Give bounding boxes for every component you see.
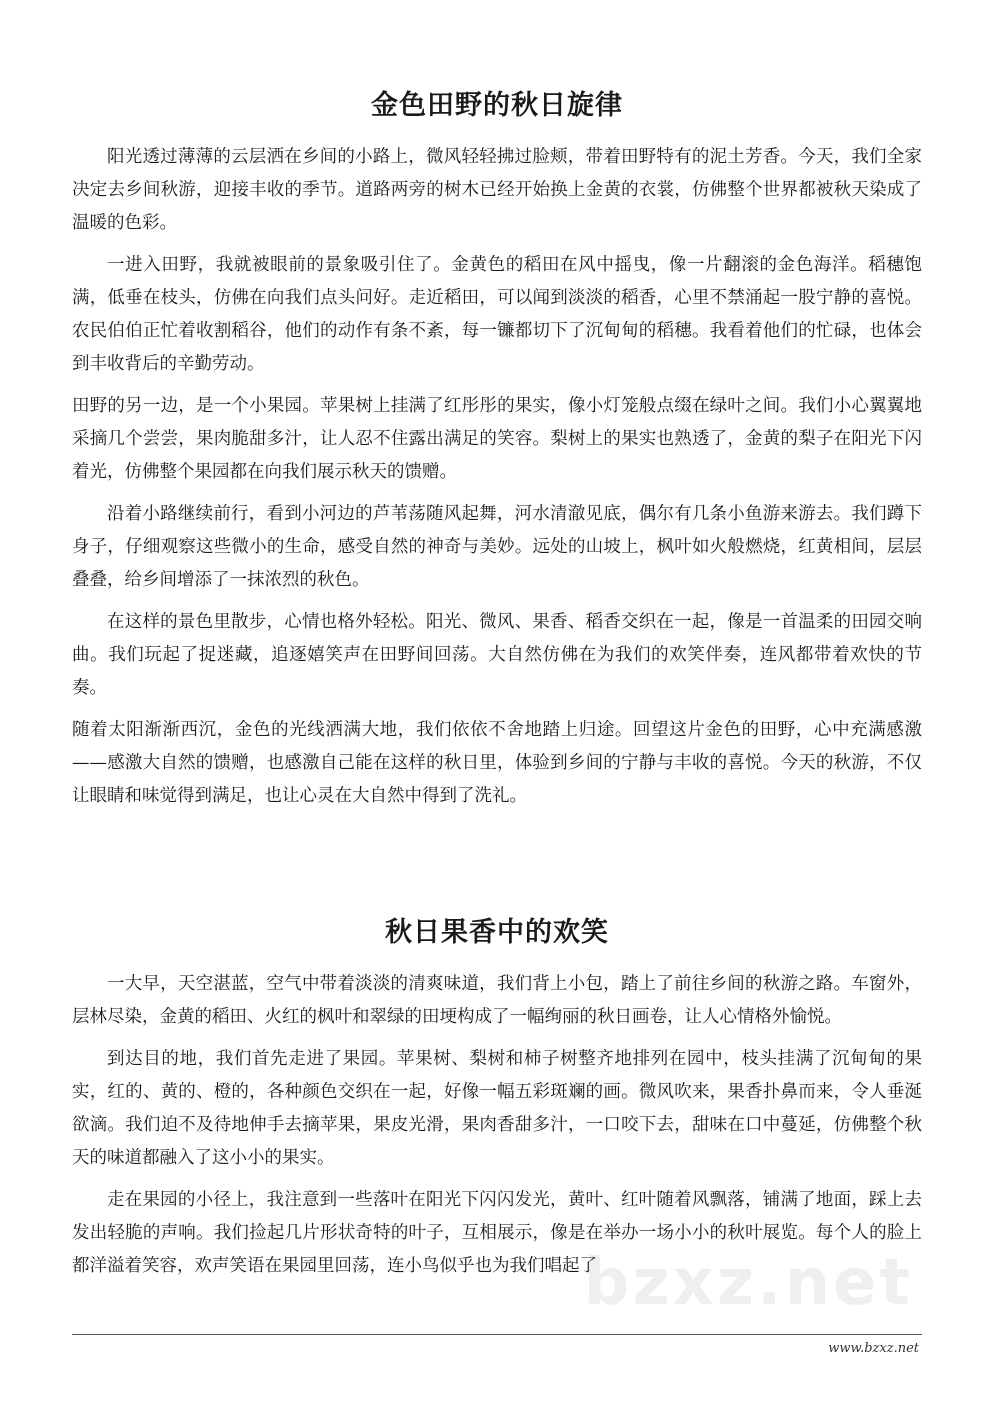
paragraph: 沿着小路继续前行，看到小河边的芦苇荡随风起舞，河水清澈见底，偶尔有几条小鱼游来游去。我们蹲下身子，仔细观察这些微小的生命，感受自然的神奇与美妙。远处的山坡上，枫叶如火般燃烧，红黄相间，层层叠叠，给乡间增添了一抹浓烈的秋色。 (72, 504, 922, 590)
article-body-1 (72, 141, 922, 813)
footer-divider (72, 1334, 922, 1335)
paragraph: 走在果园的小径上，我注意到一些落叶在阳光下闪闪发光，黄叶、红叶随着风飘落，铺满了地面，踩上去发出轻脆的声响。我们捡起几片形状奇特的叶子，互相展示，像是在举办一场小小的秋叶展览。每个人的脸上都洋溢着笑容，欢声笑语在果园里回荡，连小鸟似乎也为我们唱起了 (72, 1190, 922, 1276)
paragraph: 在这样的景色里散步，心情也格外轻松。阳光、微风、果香、稻香交织在一起，像是一首温柔的田园交响曲。我们玩起了捉迷藏，追逐嬉笑声在田野间回荡。大自然仿佛在为我们的欢笑伴奏，连风都带着欢快的节奏。 (72, 612, 922, 698)
paragraph: 阳光透过薄薄的云层洒在乡间的小路上，微风轻轻拂过脸颊，带着田野特有的泥土芳香。今天，我们全家决定去乡间秋游，迎接丰收的季节。道路两旁的树木已经开始换上金黄的衣裳，仿佛整个世界都被秋天染成了温暖的色彩。 (72, 147, 922, 233)
watermark-logo: bzxz.net (583, 1246, 913, 1320)
article-body-2 (72, 968, 922, 1283)
paragraph: 到达目的地，我们首先走进了果园。苹果树、梨树和柿子树整齐地排列在园中，枝头挂满了沉甸甸的果实，红的、黄的、橙的，各种颜色交织在一起，好像一幅五彩斑斓的画。微风吹来，果香扑鼻而来，令人垂涎欲滴。我们迫不及待地伸手去摘苹果，果皮光滑，果肉香甜多汁，一口咬下去，甜味在口中蔓延，仿佛整个秋天的味道都融入了这小小的果实。 (72, 1049, 922, 1168)
footer-url: www.bzxz.net (828, 1341, 919, 1356)
paragraph: 一大早，天空湛蓝，空气中带着淡淡的清爽味道，我们背上小包，踏上了前往乡间的秋游之路。车窗外，层林尽染，金黄的稻田、火红的枫叶和翠绿的田埂构成了一幅绚丽的秋日画卷，让人心情格外愉悦。 (72, 974, 922, 1027)
paragraph: 田野的另一边，是一个小果园。苹果树上挂满了红彤彤的果实，像小灯笼般点缀在绿叶之间。我们小心翼翼地采摘几个尝尝，果肉脆甜多汁，让人忍不住露出满足的笑容。梨树上的果实也熟透了，金黄的梨子在阳光下闪着光，仿佛整个果园都在向我们展示秋天的馈赠。 (72, 396, 922, 482)
paragraph: 随着太阳渐渐西沉，金色的光线洒满大地，我们依依不舍地踏上归途。回望这片金色的田野，心中充满感激——感激大自然的馈赠，也感激自己能在这样的秋日里，体验到乡间的宁静与丰收的喜悦。今天的秋游，不仅让眼睛和味觉得到满足，也让心灵在大自然中得到了洗礼。 (72, 720, 922, 806)
article-title-1: 金色田野的秋日旋律 (371, 90, 623, 121)
article-title-2: 秋日果香中的欢笑 (385, 917, 609, 948)
paragraph: 一进入田野，我就被眼前的景象吸引住了。金黄色的稻田在风中摇曳，像一片翻滚的金色海洋。稻穗饱满，低垂在枝头，仿佛在向我们点头问好。走近稻田，可以闻到淡淡的稻香，心里不禁涌起一股宁静的喜悦。农民伯伯正忙着收割稻谷，他们的动作有条不紊，每一镰都切下了沉甸甸的稻穗。我看着他们的忙碌，也体会到丰收背后的辛勤劳动。 (72, 255, 922, 374)
